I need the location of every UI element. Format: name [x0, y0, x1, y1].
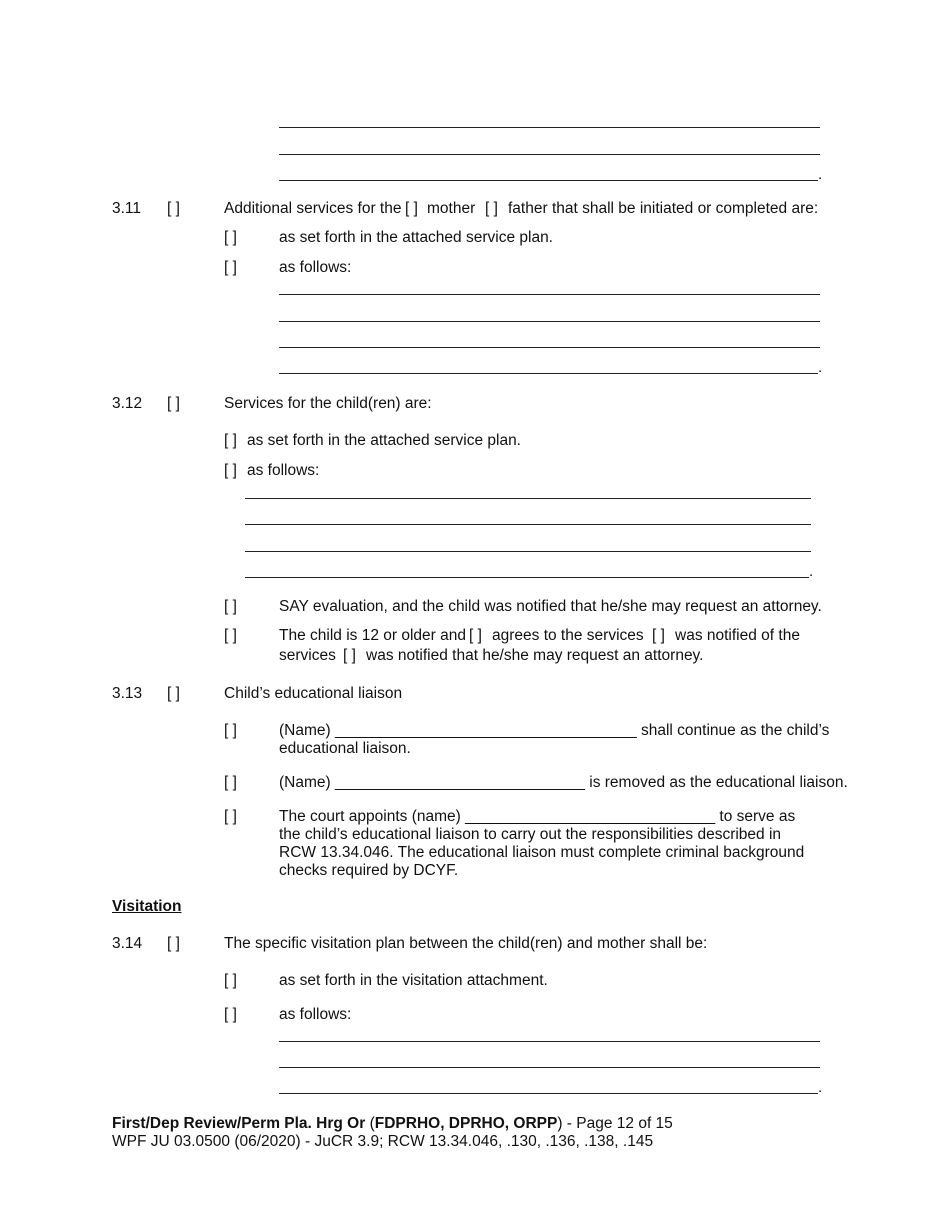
option-label: as set forth in the attached service plan. [247, 432, 521, 449]
blank-line[interactable] [245, 524, 811, 525]
period: . [809, 563, 814, 580]
footer-form-name: First/Dep Review/Perm Pla. Hrg Or [112, 1115, 366, 1132]
option-label: mother [427, 200, 476, 217]
section-number: 3.14 [112, 935, 143, 952]
option-label: The child is 12 or older and [279, 627, 466, 644]
checkbox[interactable]: [ ] [224, 1006, 237, 1023]
checkbox[interactable]: [ ] [167, 395, 180, 412]
checkbox[interactable]: [ ] [469, 627, 482, 644]
option-label: was notified that he/she may request an attorney. [366, 647, 704, 664]
checkbox[interactable]: [ ] [224, 432, 237, 449]
footer-paren: ( [369, 1115, 375, 1132]
checkbox[interactable]: [ ] [343, 647, 356, 664]
option-label: The court appoints (name) _____________________________ to serve as the child’s educational liaison to carry out the responsibilities described in RCW 13.34.046. The educational liaison must complete criminal background checks required by DCYF. [279, 808, 805, 879]
blank-line[interactable] [245, 498, 811, 499]
blank-line[interactable] [279, 127, 820, 128]
option-label: was notified of the [675, 627, 800, 644]
checkbox[interactable]: [ ] [224, 598, 237, 615]
period: . [818, 359, 823, 376]
footer-form-codes: FDPRHO, DPRHO, ORPP [374, 1115, 558, 1132]
option-label: SAY evaluation, and the child was notified that he/she may request an attorney. [279, 598, 822, 615]
checkbox[interactable]: [ ] [224, 627, 237, 644]
footer-title [112, 1115, 673, 1133]
option-label: agrees to the services [492, 627, 644, 644]
section-heading: Visitation [112, 898, 182, 915]
section-number: 3.13 [112, 685, 143, 702]
section-text: Services for the child(ren) are: [224, 395, 432, 412]
checkbox[interactable]: [ ] [167, 200, 180, 217]
checkbox[interactable]: [ ] [652, 627, 665, 644]
footer-citation: WPF JU 03.0500 (06/2020) - JuCR 3.9; RCW 13.34.046, .130, .136, .138, .145 [112, 1133, 654, 1150]
section-number: 3.12 [112, 395, 143, 412]
option-label: as set forth in the visitation attachment. [279, 972, 548, 989]
option-label: (Name) ___________________________________ shall continue as the child’s [279, 722, 830, 739]
blank-line[interactable] [279, 373, 818, 374]
blank-line[interactable] [279, 321, 820, 322]
option-label: as follows: [279, 1006, 352, 1023]
blank-line[interactable] [279, 180, 818, 181]
blank-line[interactable] [245, 577, 809, 578]
option-label: (Name) _____________________________ is removed as the educational liaison. [279, 774, 848, 791]
blank-line[interactable] [279, 347, 820, 348]
period: . [818, 1079, 823, 1096]
option-label: as follows: [247, 462, 320, 479]
option-label: services [279, 647, 336, 664]
checkbox[interactable]: [ ] [224, 462, 237, 479]
section-number: 3.11 [112, 200, 142, 217]
checkbox[interactable]: [ ] [224, 722, 237, 739]
section-text: The specific visitation plan between the child(ren) and mother shall be: [224, 935, 708, 952]
blank-line[interactable] [279, 1093, 818, 1094]
checkbox[interactable]: [ ] [224, 774, 237, 791]
checkbox[interactable]: [ ] [224, 229, 237, 246]
section-text: Child’s educational liaison [224, 685, 403, 702]
checkbox[interactable]: [ ] [224, 808, 237, 825]
option-label: as follows: [279, 259, 352, 276]
section-text: Additional services for the [224, 200, 402, 217]
blank-line[interactable] [279, 1041, 820, 1042]
checkbox[interactable]: [ ] [405, 200, 418, 217]
checkbox[interactable]: [ ] [167, 685, 180, 702]
option-label: educational liaison. [279, 740, 411, 757]
option-label: father that shall be initiated or completed are: [508, 200, 819, 217]
checkbox[interactable]: [ ] [167, 935, 180, 952]
checkbox[interactable]: [ ] [485, 200, 498, 217]
blank-line[interactable] [279, 154, 820, 155]
blank-line[interactable] [279, 294, 820, 295]
blank-line[interactable] [279, 1067, 820, 1068]
footer-page-number: ) - Page 12 of 15 [557, 1115, 673, 1132]
checkbox[interactable]: [ ] [224, 972, 237, 989]
blank-line[interactable] [245, 551, 811, 552]
period: . [818, 166, 823, 183]
option-label: as set forth in the attached service plan. [279, 229, 553, 246]
checkbox[interactable]: [ ] [224, 259, 237, 276]
